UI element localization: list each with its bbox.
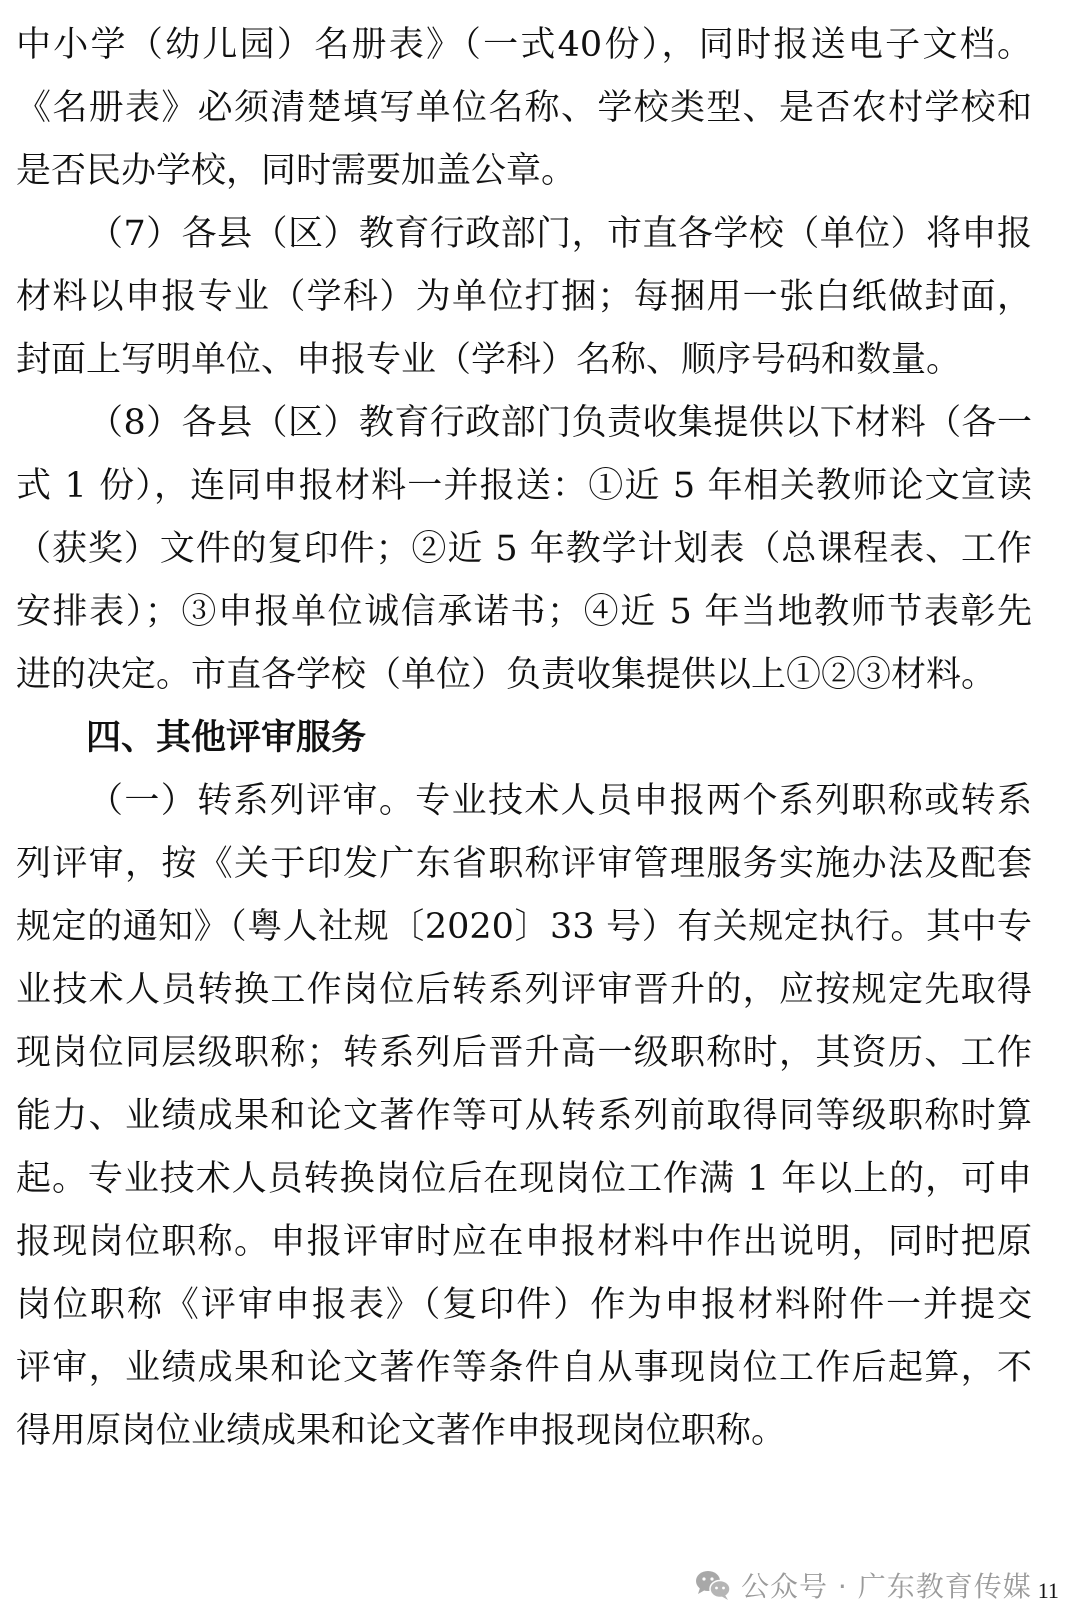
text-line: 岗位职称《评审申报表》（复印件）作为申报材料附件一并提交: [16, 1285, 1032, 1325]
document-page: [16, 14, 1032, 1463]
text-line: 评审，业绩成果和论文著作等条件自从事现岗位工作后起算，不: [16, 1348, 1032, 1388]
text-line: （8）各县（区）教育行政部门负责收集提供以下材料（各一: [88, 403, 1032, 443]
page-number: 11: [1037, 1578, 1059, 1603]
text-line: 中小学（幼儿园）名册表》（一式40份），同时报送电子文档。: [16, 25, 1032, 65]
text-line: 规定的通知》（粤人社规〔2020〕33 号）有关规定执行。其中专: [16, 907, 1032, 947]
section-heading: 四、其他评审服务: [86, 718, 367, 758]
text-line: 封面上写明单位、申报专业（学科）名称、顺序号码和数量。: [16, 340, 962, 380]
text-line: 起。专业技术人员转换岗位后在现岗位工作满 1 年以上的，可申: [16, 1159, 1032, 1199]
text-line: 业技术人员转换工作岗位后转系列评审晋升的，应按规定先取得: [16, 970, 1032, 1010]
text-line: 得用原岗位业绩成果和论文著作申报现岗位职称。: [16, 1411, 787, 1451]
text-line: 能力、业绩成果和论文著作等可从转系列前取得同等级职称时算: [16, 1096, 1032, 1136]
text-line: 进的决定。市直各学校（单位）负责收集提供以上①②③材料。: [16, 655, 997, 695]
text-line: （7）各县（区）教育行政部门，市直各学校（单位）将申报: [88, 214, 1032, 254]
page-footer: [695, 1560, 1059, 1610]
text-line: 式 1 份），连同申报材料一并报送：①近 5 年相关教师论文宣读: [16, 466, 1032, 506]
text-line: （获奖）文件的复印件；②近 5 年教学计划表（总课程表、工作: [16, 529, 1032, 569]
text-line: 报现岗位职称。申报评审时应在申报材料中作出说明，同时把原: [16, 1222, 1032, 1262]
text-line: 《名册表》必须清楚填写单位名称、学校类型、是否农村学校和: [16, 88, 1032, 128]
text-line: 材料以申报专业（学科）为单位打捆；每捆用一张白纸做封面，: [16, 277, 1032, 317]
text-line: 安排表）；③申报单位诚信承诺书；④近 5 年当地教师节表彰先: [16, 592, 1032, 632]
text-line: 现岗位同层级职称；转系列后晋升高一级职称时，其资历、工作: [16, 1033, 1032, 1073]
wechat-icon: [695, 1569, 731, 1601]
text-line: 是否民办学校，同时需要加盖公章。: [16, 151, 577, 191]
watermark-text: 公众号 · 广东教育传媒: [741, 1570, 1032, 1603]
text-line: 列评审，按《关于印发广东省职称评审管理服务实施办法及配套: [16, 844, 1032, 884]
text-line: （一）转系列评审。专业技术人员申报两个系列职称或转系: [88, 781, 1032, 821]
